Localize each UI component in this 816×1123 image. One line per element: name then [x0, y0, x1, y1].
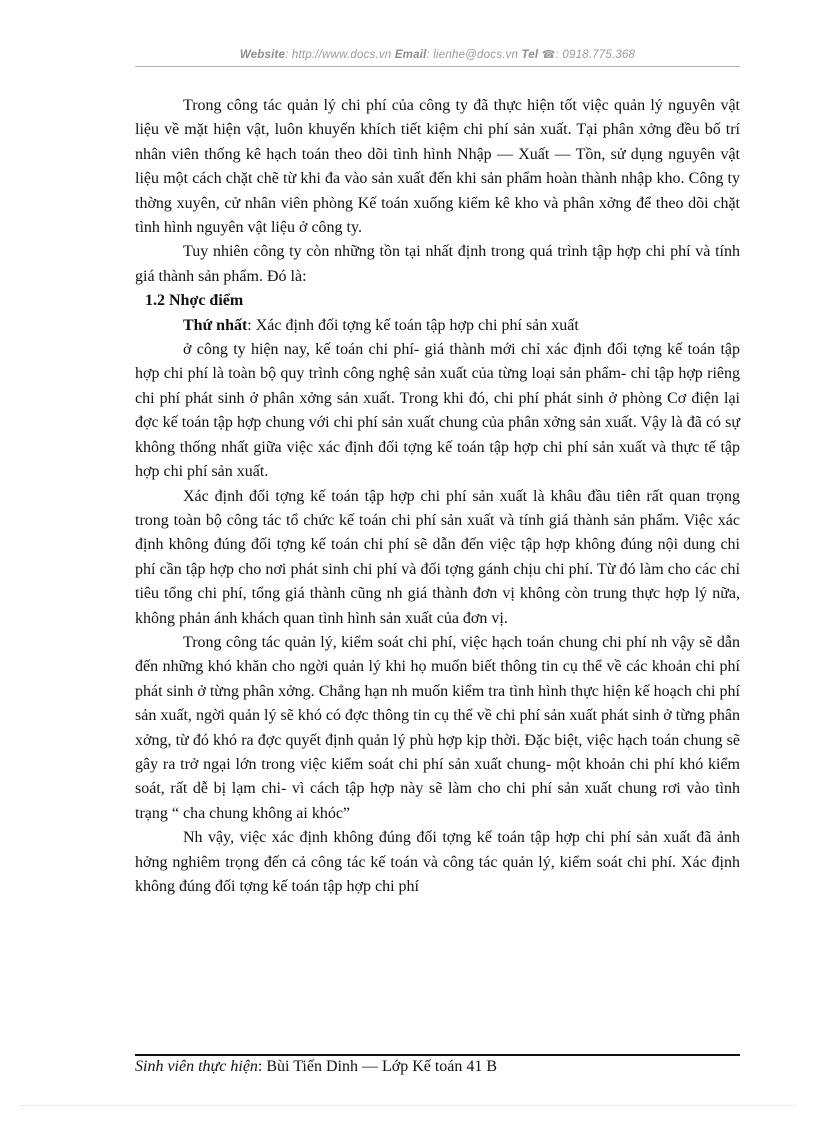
footer-value: : Bùi Tiến Dinh — Lớp Kế toán 41 B [257, 1058, 498, 1075]
page-footer [135, 1058, 740, 1076]
first-point-label: Thứ nhất [183, 316, 248, 334]
paragraph-2: Tuy nhiên công ty còn những tồn tại nhất định trong quá trình tập hợp chi phí và tính giá thành sản phẩm. Đó là: [135, 243, 740, 285]
paragraph-5: Trong công tác quản lý, kiểm soát chi phí, việc hạch toán chung chi phí nh vậy sẽ dẫn đến những khó khăn cho ngời quản lý khi họ muốn biết thông tin cụ thể về các khoản chi phí phát sinh ở từng phân xởng. Chẳng hạn nh muốn kiểm tra tình hình thực hiện kế hoạch chi phí sản xuất, ngời quản lý sẽ khó có đợc thông tin cụ thể về chi phí sản xuất phát sinh ở từng phân xởng, từ đó khó ra đợc quyết định quản lý phù hợp kịp thời. Đặc biệt, việc hạch toán chung sẽ gây ra trở ngại lớn trong việc kiểm soát chi phí sản xuất chung- một khoản chi phí khó kiểm soát, rất dễ bị lạm chi- vì cách tập hợp này sẽ làm cho chi phí sản xuất chung rơi vào tình trạng “ cha chung không ai khóc” [135, 633, 740, 822]
header-divider [135, 66, 740, 67]
phone-icon: ☎ [541, 49, 556, 61]
section-heading: 1.2 Nhợc điểm [145, 292, 244, 310]
website-label: Website [239, 49, 286, 61]
first-point-text: : Xác định đối tợng kế toán tập hợp chi phí sản xuất [247, 316, 579, 334]
footer-divider [135, 1054, 740, 1056]
email-value: : lienhe@docs.vn [426, 49, 519, 61]
first-point [135, 314, 740, 338]
website-value: : http://www.docs.vn [285, 49, 392, 61]
tel-label: Tel [521, 49, 539, 61]
paragraph-1: Trong công tác quản lý chi phí của công ty đã thực hiện tốt việc quản lý nguyên vật liệu về mặt hiện vật, luôn khuyến khích tiết kiệm chi phí sản xuất. Tại phân xởng đều bố trí nhân viên thống kê hạch toán theo dõi tình hình Nhập — Xuất — Tồn, sử dụng nguyên vật liệu một cách chặt chẽ từ khi đa vào sản xuất đến khi sản phẩm hoàn thành nhập kho. Công ty thờng xuyên, cử nhân viên phòng Kế toán xuống kiểm kê kho và phân xởng để theo dõi chặt tình hình nguyên vật liệu ở công ty. [135, 97, 740, 237]
paragraph-6: Nh vậy, việc xác định không đúng đối tợng kế toán tập hợp chi phí sản xuất đã ảnh hởng nghiêm trọng đến cả công tác kế toán và công tác quản lý, kiểm soát chi phí. Xác định không đúng đối tợng kế toán tập hợp chi phí [135, 829, 740, 895]
paragraph-4: Xác định đối tợng kế toán tập hợp chi phí sản xuất là khâu đầu tiên rất quan trọng trong toàn bộ công tác tổ chức kế toán chi phí sản xuất và tính giá thành sản phẩm. Việc xác định không đúng đối tợng kế toán chi phí sẽ dẫn đến việc tập hợp không đúng nội dung chi phí cần tập hợp cho nơi phát sinh chi phí và đối tợng gánh chịu chi phí. Từ đó làm cho các chỉ tiêu tổng chi phí, tổng giá thành cũng nh giá thành đơn vị không còn trung thực hợp lý nữa, không phản ánh khách quan tình hình sản xuất của đơn vị. [135, 487, 740, 627]
paragraph-3: ở công ty hiện nay, kế toán chi phí- giá thành mới chỉ xác định đối tợng kế toán tập hợp chi phí là toàn bộ quy trình công nghệ sản xuất của từng loại sản phẩm- chỉ tập hợp riêng chi phí phát sinh ở phân xởng sản xuất. Trong khi đó, chi phí phát sinh ở phòng Cơ điện lại đợc kế toán tập hợp chung với chi phí sản xuất chung của phân xởng sản xuất. Vậy là đã có sự không thống nhất giữa việc xác định đối tợng kế toán tập hợp chi phí sản xuất và thực tế tập hợp chi phí sản xuất. [135, 341, 740, 481]
document-body [135, 94, 740, 899]
page-bottom-border [20, 1105, 796, 1106]
footer-label: Sinh viên thực hiện [135, 1058, 258, 1075]
page-header [135, 48, 740, 61]
tel-value: : 0918.775.368 [555, 49, 636, 61]
email-label: Email [394, 49, 427, 61]
